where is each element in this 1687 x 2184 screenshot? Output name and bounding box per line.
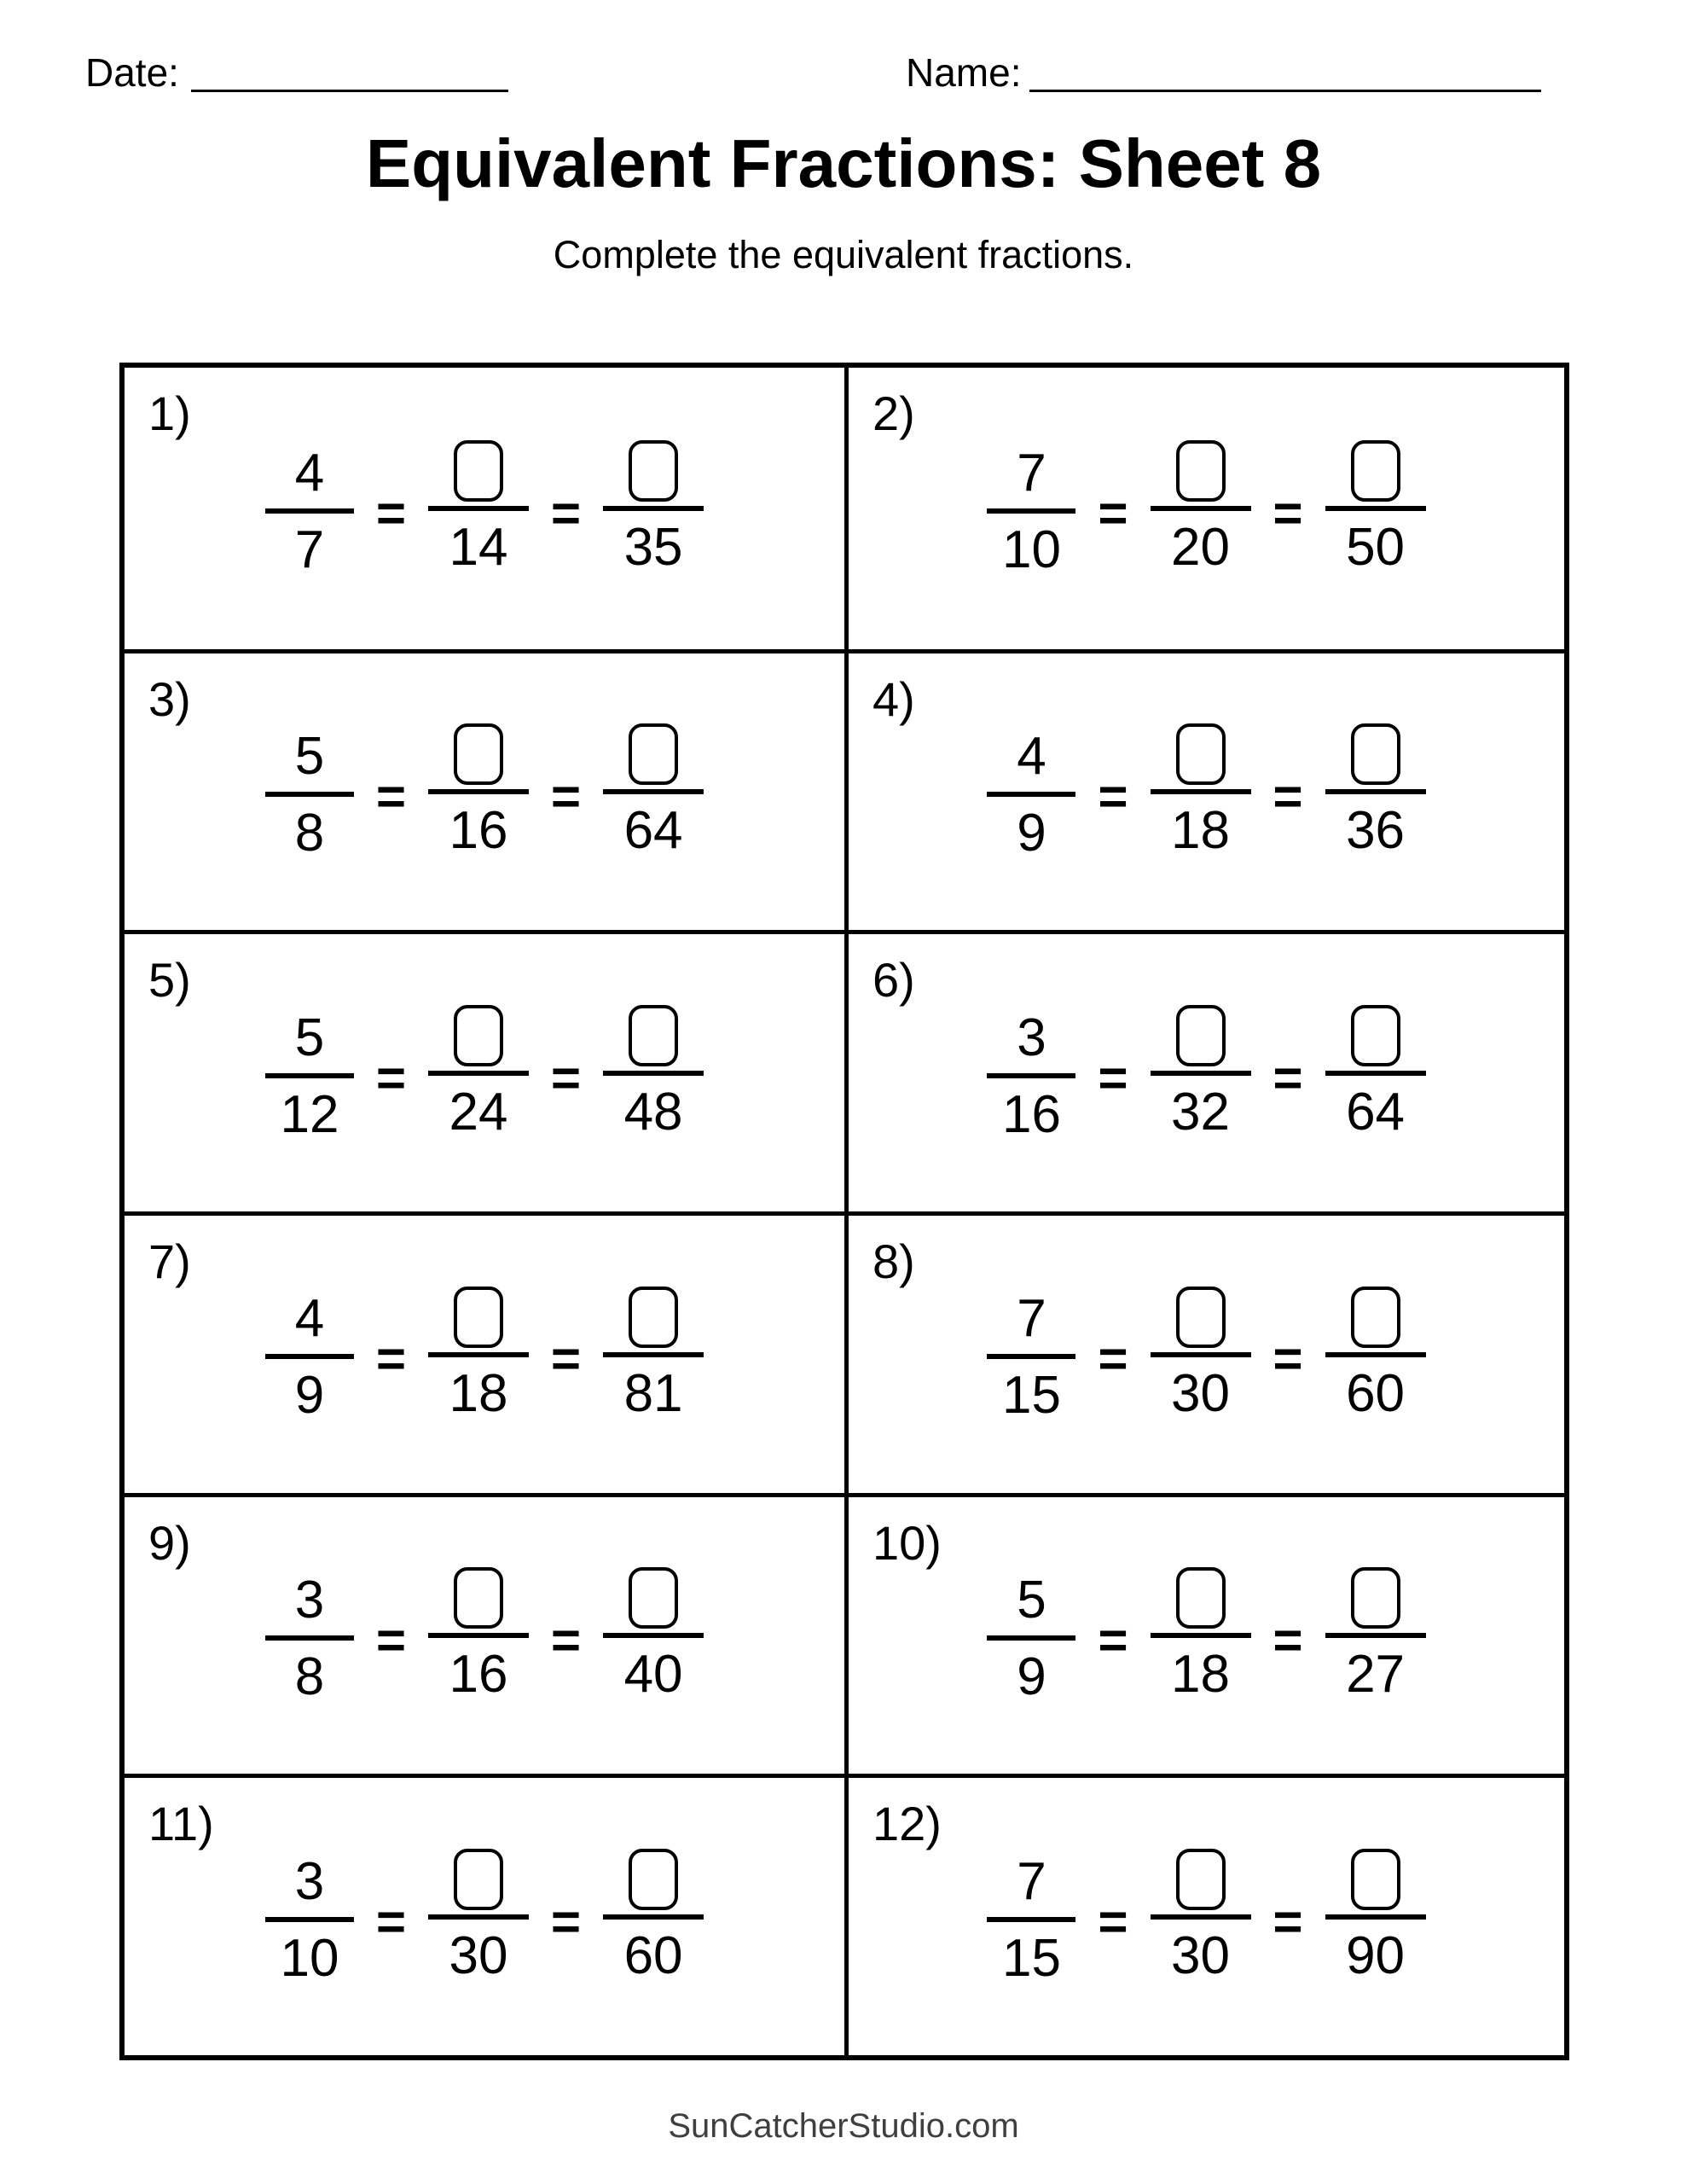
denominator: 16	[1001, 1084, 1061, 1144]
equals-sign: =	[375, 1611, 406, 1669]
answer-fraction	[1325, 1829, 1426, 2011]
given-fraction	[987, 702, 1075, 888]
answer-box[interactable]	[1351, 1567, 1400, 1629]
denominator: 90	[1346, 1926, 1406, 1986]
numerator	[1351, 1829, 1400, 1914]
equals-sign: =	[1098, 1048, 1128, 1107]
problem-cell	[125, 1211, 844, 1493]
answer-box[interactable]	[1351, 723, 1400, 785]
answer-box[interactable]	[1351, 1287, 1400, 1348]
equals-sign: =	[375, 767, 406, 825]
numerator: 4	[1017, 726, 1046, 786]
problem-number: 4)	[872, 671, 915, 726]
page-title: Equivalent Fractions: Sheet 8	[365, 125, 1322, 201]
given-fraction	[987, 984, 1075, 1170]
numerator	[1176, 421, 1226, 506]
numerator	[629, 1267, 678, 1352]
problem-number: 10)	[872, 1515, 942, 1570]
denominator: 14	[449, 518, 508, 578]
numerator	[454, 704, 503, 789]
equals-sign: =	[1098, 1330, 1128, 1388]
equals-sign: =	[551, 1330, 582, 1388]
numerator	[1176, 985, 1226, 1071]
answer-fraction	[1151, 421, 1251, 602]
denominator: 35	[623, 518, 683, 578]
answer-box[interactable]	[454, 440, 503, 502]
equals-sign: =	[1272, 484, 1303, 542]
answer-fraction	[1325, 985, 1426, 1167]
numerator: 4	[294, 1289, 325, 1349]
equation	[849, 368, 1564, 649]
answer-fraction	[1151, 985, 1251, 1167]
denominator: 9	[1017, 803, 1046, 863]
answer-fraction	[428, 1548, 529, 1729]
problem-cell	[125, 368, 844, 649]
answer-fraction	[428, 985, 529, 1167]
date-field	[85, 50, 508, 95]
denominator: 15	[1001, 1928, 1061, 1988]
problem-number: 5)	[148, 953, 191, 1008]
answer-fraction	[1151, 1267, 1251, 1449]
denominator: 30	[1171, 1363, 1230, 1423]
answer-fraction	[603, 704, 704, 886]
equals-sign: =	[375, 1892, 406, 1950]
name-blank-line[interactable]	[1029, 54, 1541, 92]
numerator	[1351, 421, 1400, 506]
denominator: 64	[1346, 1083, 1406, 1142]
problem-cell	[125, 930, 844, 1211]
answer-box[interactable]	[1176, 440, 1226, 502]
numerator	[629, 1548, 678, 1633]
denominator: 8	[294, 803, 325, 863]
answer-fraction	[428, 1267, 529, 1449]
equation	[125, 934, 844, 1211]
answer-fraction	[1325, 1267, 1426, 1449]
answer-box[interactable]	[454, 723, 503, 785]
denominator: 30	[449, 1926, 508, 1986]
denominator: 10	[280, 1928, 339, 1988]
answer-box[interactable]	[629, 440, 678, 502]
equation	[849, 1778, 1564, 2055]
equals-sign: =	[551, 1611, 582, 1669]
numerator: 3	[294, 1851, 325, 1911]
numerator: 5	[294, 726, 325, 786]
denominator: 60	[623, 1926, 683, 1986]
denominator: 8	[294, 1647, 325, 1706]
problem-number: 3)	[148, 671, 191, 726]
denominator: 64	[623, 801, 683, 861]
answer-box[interactable]	[629, 1567, 678, 1629]
given-fraction	[265, 984, 354, 1170]
problem-number: 8)	[872, 1234, 915, 1288]
problem-number: 2)	[872, 386, 915, 440]
numerator	[1176, 1829, 1226, 1914]
numerator	[454, 421, 503, 506]
numerator	[1351, 1548, 1400, 1633]
name-field	[906, 50, 1541, 95]
equation	[125, 653, 844, 931]
numerator	[1351, 985, 1400, 1071]
answer-fraction	[603, 1267, 704, 1449]
numerator: 5	[1017, 1570, 1046, 1629]
numerator: 4	[294, 443, 325, 502]
numerator	[1351, 704, 1400, 789]
numerator	[454, 1829, 503, 1914]
numerator	[454, 985, 503, 1071]
numerator	[1351, 1267, 1400, 1352]
denominator: 60	[1346, 1363, 1406, 1423]
answer-fraction	[1325, 1548, 1426, 1729]
answer-box[interactable]	[1351, 1005, 1400, 1066]
given-fraction	[987, 1546, 1075, 1732]
denominator: 16	[449, 801, 508, 861]
equation	[125, 368, 844, 649]
answer-fraction	[1151, 704, 1251, 886]
problem-number: 11)	[148, 1797, 214, 1851]
equation	[849, 934, 1564, 1211]
denominator: 18	[1171, 1645, 1230, 1705]
answer-box[interactable]	[1176, 1567, 1226, 1629]
equals-sign: =	[1272, 767, 1303, 825]
answer-box[interactable]	[1176, 723, 1226, 785]
answer-box[interactable]	[629, 1849, 678, 1910]
numerator	[1176, 704, 1226, 789]
equation	[125, 1778, 844, 2055]
equation	[849, 1497, 1564, 1774]
footer-credit: SunCatcherStudio.com	[668, 2107, 1019, 2145]
answer-fraction	[603, 985, 704, 1167]
answer-fraction	[428, 1829, 529, 2011]
equals-sign: =	[1272, 1611, 1303, 1669]
denominator: 32	[1171, 1083, 1230, 1142]
equals-sign: =	[1272, 1048, 1303, 1107]
denominator: 15	[1001, 1366, 1061, 1426]
equation	[849, 1216, 1564, 1493]
answer-box[interactable]	[1351, 440, 1400, 502]
answer-box[interactable]	[629, 723, 678, 785]
problem-cell	[844, 930, 1564, 1211]
equals-sign: =	[551, 1048, 582, 1107]
denominator: 48	[623, 1083, 683, 1142]
given-fraction	[265, 1264, 354, 1450]
problem-cell	[844, 649, 1564, 931]
numerator	[1176, 1548, 1226, 1633]
equals-sign: =	[1098, 484, 1128, 542]
equals-sign: =	[551, 767, 582, 825]
equation	[125, 1216, 844, 1493]
answer-fraction	[603, 421, 704, 602]
given-fraction	[265, 419, 354, 605]
answer-box[interactable]	[1176, 1287, 1226, 1348]
answer-box[interactable]	[1351, 1849, 1400, 1910]
answer-fraction	[1325, 421, 1426, 602]
answer-box[interactable]	[1176, 1849, 1226, 1910]
denominator: 40	[623, 1645, 683, 1705]
denominator: 10	[1001, 520, 1061, 579]
answer-box[interactable]	[629, 1287, 678, 1348]
answer-fraction	[603, 1548, 704, 1729]
given-fraction	[987, 1264, 1075, 1450]
page-subtitle: Complete the equivalent fractions.	[553, 233, 1134, 276]
problem-number: 9)	[148, 1515, 191, 1570]
numerator	[454, 1548, 503, 1633]
answer-box[interactable]	[454, 1005, 503, 1066]
answer-fraction	[1151, 1548, 1251, 1729]
equals-sign: =	[1272, 1892, 1303, 1950]
denominator: 16	[449, 1645, 508, 1705]
given-fraction	[265, 702, 354, 888]
equals-sign: =	[551, 1892, 582, 1950]
answer-box[interactable]	[454, 1287, 503, 1348]
problem-number: 7)	[148, 1234, 191, 1288]
answer-fraction	[428, 704, 529, 886]
denominator: 20	[1171, 518, 1230, 578]
denominator: 7	[294, 520, 325, 579]
denominator: 30	[1171, 1926, 1230, 1986]
equals-sign: =	[551, 484, 582, 542]
denominator: 9	[294, 1366, 325, 1426]
problem-number: 1)	[148, 386, 191, 440]
answer-fraction	[1325, 704, 1426, 886]
problem-cell	[125, 1493, 844, 1774]
equals-sign: =	[1098, 1892, 1128, 1950]
numerator	[629, 704, 678, 789]
numerator	[629, 985, 678, 1071]
numerator	[629, 421, 678, 506]
answer-box[interactable]	[454, 1567, 503, 1629]
given-fraction	[987, 419, 1075, 605]
answer-box[interactable]	[1176, 1005, 1226, 1066]
denominator: 36	[1346, 801, 1406, 861]
denominator: 18	[449, 1363, 508, 1423]
date-blank-line[interactable]	[191, 54, 508, 92]
problem-cell	[844, 1774, 1564, 2055]
problem-cell	[844, 1493, 1564, 1774]
numerator: 3	[1017, 1008, 1046, 1067]
answer-fraction	[428, 421, 529, 602]
numerator	[629, 1829, 678, 1914]
answer-box[interactable]	[454, 1849, 503, 1910]
problems-grid	[119, 363, 1569, 2060]
problem-number: 12)	[872, 1797, 942, 1851]
numerator: 7	[1017, 443, 1046, 502]
equation	[125, 1497, 844, 1774]
problem-cell	[844, 1211, 1564, 1493]
numerator: 7	[1017, 1289, 1046, 1349]
equals-sign: =	[375, 1330, 406, 1388]
numerator: 3	[294, 1570, 325, 1629]
equation	[849, 653, 1564, 931]
date-label: Date:	[85, 50, 179, 95]
given-fraction	[987, 1827, 1075, 2013]
problem-cell	[844, 368, 1564, 649]
answer-fraction	[603, 1829, 704, 2011]
denominator: 81	[623, 1363, 683, 1423]
equals-sign: =	[375, 484, 406, 542]
equals-sign: =	[375, 1048, 406, 1107]
denominator: 50	[1346, 518, 1406, 578]
answer-box[interactable]	[629, 1005, 678, 1066]
denominator: 24	[449, 1083, 508, 1142]
denominator: 27	[1346, 1645, 1406, 1705]
equals-sign: =	[1098, 1611, 1128, 1669]
numerator	[1176, 1267, 1226, 1352]
denominator: 9	[1017, 1647, 1046, 1706]
numerator: 5	[294, 1008, 325, 1067]
answer-fraction	[1151, 1829, 1251, 2011]
numerator: 7	[1017, 1851, 1046, 1911]
denominator: 12	[280, 1084, 339, 1144]
name-label: Name:	[906, 50, 1022, 95]
equals-sign: =	[1272, 1330, 1303, 1388]
problem-cell	[125, 1774, 844, 2055]
denominator: 18	[1171, 801, 1230, 861]
numerator	[454, 1267, 503, 1352]
problem-number: 6)	[872, 953, 915, 1008]
given-fraction	[265, 1827, 354, 2013]
equals-sign: =	[1098, 767, 1128, 825]
given-fraction	[265, 1546, 354, 1732]
problem-cell	[125, 649, 844, 931]
